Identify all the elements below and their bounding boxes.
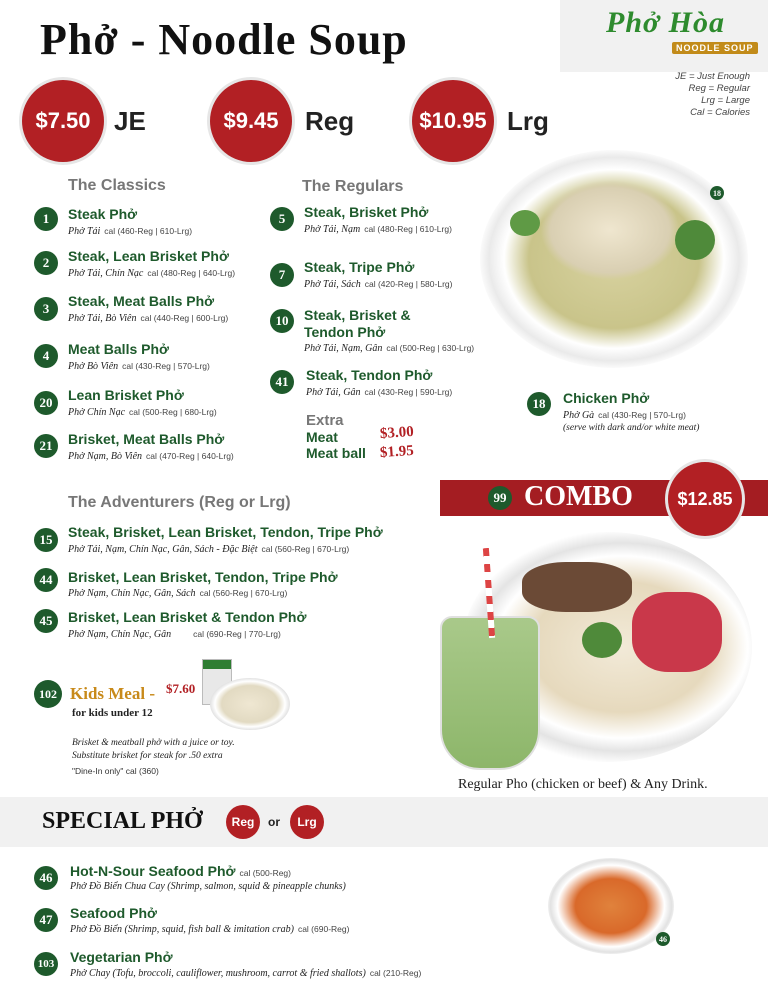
legend-line: Reg = Regular: [688, 83, 750, 94]
kids-meal-dinein: "Dine-In only" cal (360): [72, 766, 159, 776]
extra-meat-price: $3.00: [379, 423, 415, 443]
item-number: 3: [34, 297, 58, 321]
item-subtitle: Phở Tái cal (460-Reg | 610-Lrg): [68, 226, 193, 237]
item-subtitle: Phở Tái, Bò Viên cal (440-Reg | 600-Lrg): [68, 313, 229, 324]
menu-item: [270, 370, 294, 394]
bowl-number-badge: 46: [656, 932, 670, 946]
menu-item: [34, 680, 62, 708]
chicken-slices: [540, 180, 680, 280]
item-number: 2: [34, 251, 58, 275]
item-number: 20: [34, 391, 58, 415]
menu-item: [270, 207, 294, 231]
menu-item: [34, 609, 58, 633]
menu-item: [34, 391, 58, 415]
price-circle-reg: $9.45: [210, 80, 292, 162]
rare-steak: [632, 592, 722, 672]
legend-line: Cal = Calories: [690, 107, 750, 118]
logo: Phở Hòa: [606, 6, 725, 39]
item-number: 5: [270, 207, 294, 231]
size-label-reg: Reg: [305, 106, 355, 136]
item-name: Meat Balls Phở: [68, 341, 169, 357]
item-name: Chicken Phở: [563, 390, 650, 406]
item-name: Steak Phở: [68, 206, 138, 222]
item-subtitle: Phở Tái, Nạm cal (480-Reg | 610-Lrg): [304, 224, 452, 235]
item-number: 18: [527, 392, 551, 416]
price-circle-lrg: $10.95: [412, 80, 494, 162]
chicken-pho-bowl-image: [480, 150, 748, 368]
legend: [620, 71, 750, 119]
menu-item: [34, 908, 58, 932]
menu-item: [34, 434, 58, 458]
item-subtitle: Phở Nạm, Chín Nạc, Gân, Sách cal (560-Reg | 670-Lrg): [68, 588, 288, 599]
menu-item: [270, 263, 294, 287]
item-subtitle: Phở Tái, Chín Nạc cal (480-Reg | 640-Lrg): [68, 268, 236, 279]
regulars-heading: The Regulars: [302, 178, 404, 195]
reg-badge: Reg: [226, 805, 260, 839]
item-subtitle: Phở Tái, Nạm, Chín Nạc, Gân, Sách - Đặc Biệt cal (560-Reg | 670-Lrg): [68, 544, 350, 555]
menu-item: [34, 207, 58, 231]
item-name: Steak, Brisket, Lean Brisket, Tendon, Tripe Phở: [68, 524, 383, 540]
kids-meal-desc-1: Brisket & meatball phở with a juice or toy.: [72, 738, 235, 748]
menu-item: [34, 344, 58, 368]
item-number: 15: [34, 528, 58, 552]
extra-meatball-price: $1.95: [379, 442, 415, 462]
combo-title: COMBO: [524, 481, 633, 512]
item-number: 21: [34, 434, 58, 458]
item-name: Steak, Meat Balls Phở: [68, 293, 215, 309]
item-name: Steak, Brisket &: [304, 307, 411, 323]
item-subtitle: Phở Đồ Biển (Shrimp, squid, fish ball & imitation crab) cal (690-Reg): [70, 924, 350, 935]
menu-item: [34, 297, 58, 321]
menu-item: [527, 392, 551, 416]
item-number: 47: [34, 908, 58, 932]
extra-heading: Extra: [306, 412, 344, 429]
menu-item: [34, 866, 58, 890]
item-name: Brisket, Lean Brisket, Tendon, Tripe Phở: [68, 569, 338, 585]
item-subtitle: Phở Gà cal (430-Reg | 570-Lrg): [563, 410, 686, 421]
item-subtitle: Phở Chay (Tofu, broccoli, cauliflower, mushroom, carrot & fried shallots) cal (210-Reg): [70, 968, 422, 979]
adventurers-heading: The Adventurers (Reg or Lrg): [68, 494, 291, 511]
item-number: 46: [34, 866, 58, 890]
item-name-line2: Tendon Phở: [304, 324, 386, 340]
item-number: 41: [270, 370, 294, 394]
item-name: Lean Brisket Phở: [68, 387, 184, 403]
drink-cup-image: [440, 616, 540, 770]
item-name: Brisket, Lean Brisket & Tendon Phở: [68, 609, 307, 625]
item-subtitle: Phở Nạm, Bò Viên cal (470-Reg | 640-Lrg): [68, 451, 234, 462]
lrg-badge: Lrg: [290, 805, 324, 839]
item-number: 99: [488, 486, 512, 510]
item-number: 10: [270, 309, 294, 333]
legend-line: Lrg = Large: [701, 95, 750, 106]
item-name: Brisket, Meat Balls Phở: [68, 431, 225, 447]
menu-item: [270, 309, 294, 333]
item-number: 7: [270, 263, 294, 287]
menu-item: [34, 568, 58, 592]
item-number: 4: [34, 344, 58, 368]
logo-subtitle: NOODLE SOUP: [672, 42, 758, 54]
combo-number: [488, 486, 512, 510]
item-subtitle: Phở Tái, Nạm, Gân cal (500-Reg | 630-Lrg): [304, 343, 475, 354]
size-label-je: JE: [114, 106, 146, 136]
item-number: 1: [34, 207, 58, 231]
classics-heading: The Classics: [68, 177, 166, 194]
item-name: Hot-N-Sour Seafood Phở cal (500-Reg): [70, 863, 291, 879]
herb-garnish: [510, 210, 540, 236]
bowl-number-badge: 18: [710, 186, 724, 200]
menu-item: [34, 952, 58, 976]
item-subtitle: Phở Đồ Biển Chua Cay (Shrimp, salmon, squid & pineapple chunks): [70, 881, 346, 892]
kids-meal-desc-2: Substitute brisket for steak for .50 extra: [72, 751, 223, 761]
menu-item: [34, 251, 58, 275]
chicken-note: (serve with dark and/or white meat): [563, 423, 700, 433]
price-circle-je: $7.50: [22, 80, 104, 162]
item-number: 103: [34, 952, 58, 976]
kids-meal-price: $7.60: [166, 681, 196, 696]
basil-garnish: [675, 220, 715, 260]
brisket-slices: [522, 562, 632, 612]
size-label-lrg: Lrg: [507, 106, 549, 136]
legend-line: JE = Just Enough: [675, 71, 750, 82]
item-name: Seafood Phở: [70, 905, 157, 921]
item-subtitle: Phở Nạm, Chín Nạc, Gân cal (690-Reg | 770-Lrg): [68, 629, 281, 640]
item-number: 45: [34, 609, 58, 633]
special-title: SPECIAL PHỞ: [42, 808, 203, 834]
combo-price: $12.85: [668, 462, 742, 536]
item-name: Vegetarian Phở: [70, 949, 173, 965]
item-subtitle: Phở Tái, Sách cal (420-Reg | 580-Lrg): [304, 279, 453, 290]
kids-meal-subtitle: for kids under 12: [72, 707, 153, 719]
menu-item: [34, 528, 58, 552]
item-name: Steak, Lean Brisket Phở: [68, 248, 229, 264]
item-number: 44: [34, 568, 58, 592]
kids-meal-bowl-image: [210, 678, 290, 730]
kids-meal-title: Kids Meal -: [70, 684, 155, 703]
item-name: Steak, Brisket Phở: [304, 204, 429, 220]
combo-caption: Regular Pho (chicken or beef) & Any Drink.: [458, 777, 708, 792]
item-subtitle: Phở Chín Nạc cal (500-Reg | 680-Lrg): [68, 407, 217, 418]
extra-meatball-label: Meat ball: [306, 445, 366, 461]
item-subtitle: Phở Tái, Gân cal (430-Reg | 590-Lrg): [306, 387, 453, 398]
item-number: 102: [34, 680, 62, 708]
item-name: Steak, Tripe Phở: [304, 259, 415, 275]
item-subtitle: Phở Bò Viên cal (430-Reg | 570-Lrg): [68, 361, 210, 372]
item-name: Steak, Tendon Phở: [306, 367, 433, 383]
herb-garnish: [582, 622, 622, 658]
extra-meat-label: Meat: [306, 429, 338, 445]
or-text: or: [268, 815, 280, 829]
page-title: Phở - Noodle Soup: [40, 15, 408, 64]
